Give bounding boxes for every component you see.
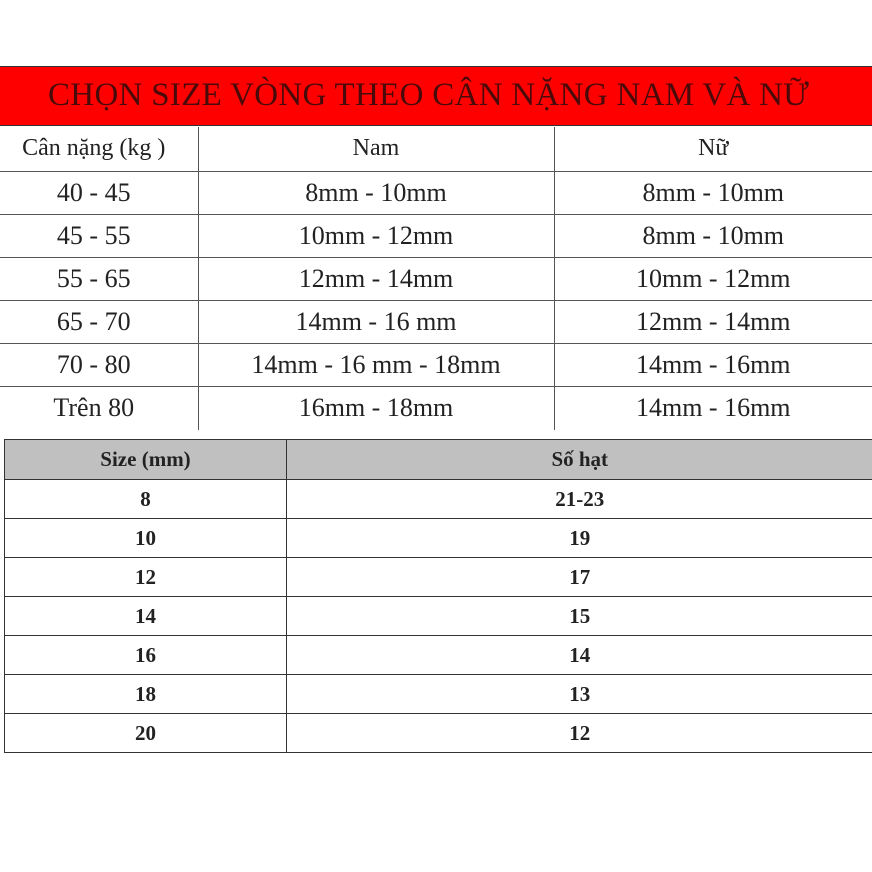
weight-cell: 70 - 80 bbox=[0, 343, 198, 386]
size-cell: 12 bbox=[5, 558, 287, 597]
female-size-cell: 8mm - 10mm bbox=[554, 214, 872, 257]
weight-size-table bbox=[0, 127, 872, 430]
male-size-cell: 10mm - 12mm bbox=[198, 214, 554, 257]
male-size-cell: 12mm - 14mm bbox=[198, 257, 554, 300]
bead-count-cell: 17 bbox=[287, 558, 872, 597]
table-row bbox=[5, 519, 872, 558]
table-row bbox=[0, 343, 872, 386]
table-row bbox=[5, 636, 872, 675]
female-size-cell: 12mm - 14mm bbox=[554, 300, 872, 343]
table-row bbox=[5, 558, 872, 597]
female-size-cell: 8mm - 10mm bbox=[554, 171, 872, 214]
table-row bbox=[5, 597, 872, 636]
weight-cell: 55 - 65 bbox=[0, 257, 198, 300]
bead-count-cell: 14 bbox=[287, 636, 872, 675]
table-row bbox=[5, 714, 872, 753]
female-size-cell: 10mm - 12mm bbox=[554, 257, 872, 300]
table-row bbox=[0, 214, 872, 257]
bead-count-cell: 15 bbox=[287, 597, 872, 636]
table-row bbox=[5, 480, 872, 519]
header-bead-count: Số hạt bbox=[287, 440, 872, 480]
size-cell: 20 bbox=[5, 714, 287, 753]
weight-cell: 65 - 70 bbox=[0, 300, 198, 343]
weight-table-header bbox=[0, 127, 872, 171]
size-cell: 18 bbox=[5, 675, 287, 714]
male-size-cell: 16mm - 18mm bbox=[198, 386, 554, 430]
table-row bbox=[5, 675, 872, 714]
table-row bbox=[0, 300, 872, 343]
bead-count-cell: 13 bbox=[287, 675, 872, 714]
header-female: Nữ bbox=[554, 127, 872, 171]
page-title: CHỌN SIZE VÒNG THEO CÂN NẶNG NAM VÀ NỮ bbox=[48, 77, 810, 113]
header-weight: Cân nặng (kg ) bbox=[0, 127, 198, 171]
male-size-cell: 14mm - 16 mm bbox=[198, 300, 554, 343]
size-cell: 8 bbox=[5, 480, 287, 519]
male-size-cell: 14mm - 16 mm - 18mm bbox=[198, 343, 554, 386]
size-cell: 10 bbox=[5, 519, 287, 558]
weight-cell: 45 - 55 bbox=[0, 214, 198, 257]
size-cell: 14 bbox=[5, 597, 287, 636]
bead-count-cell: 19 bbox=[287, 519, 872, 558]
bead-count-cell: 12 bbox=[287, 714, 872, 753]
title-banner bbox=[0, 66, 872, 126]
male-size-cell: 8mm - 10mm bbox=[198, 171, 554, 214]
bead-count-table bbox=[4, 439, 872, 753]
female-size-cell: 14mm - 16mm bbox=[635, 393, 791, 423]
table-row bbox=[0, 257, 872, 300]
bead-count-cell: 21-23 bbox=[287, 480, 872, 519]
table-row bbox=[0, 386, 872, 430]
female-size-cell: 14mm - 16mm bbox=[554, 343, 872, 386]
table-row bbox=[0, 171, 872, 214]
header-male: Nam bbox=[198, 127, 554, 171]
weight-cell: Trên 80 bbox=[0, 386, 198, 430]
size-cell: 16 bbox=[5, 636, 287, 675]
bead-table-header bbox=[5, 440, 872, 480]
weight-cell: 40 - 45 bbox=[0, 171, 198, 214]
header-size: Size (mm) bbox=[5, 440, 287, 480]
